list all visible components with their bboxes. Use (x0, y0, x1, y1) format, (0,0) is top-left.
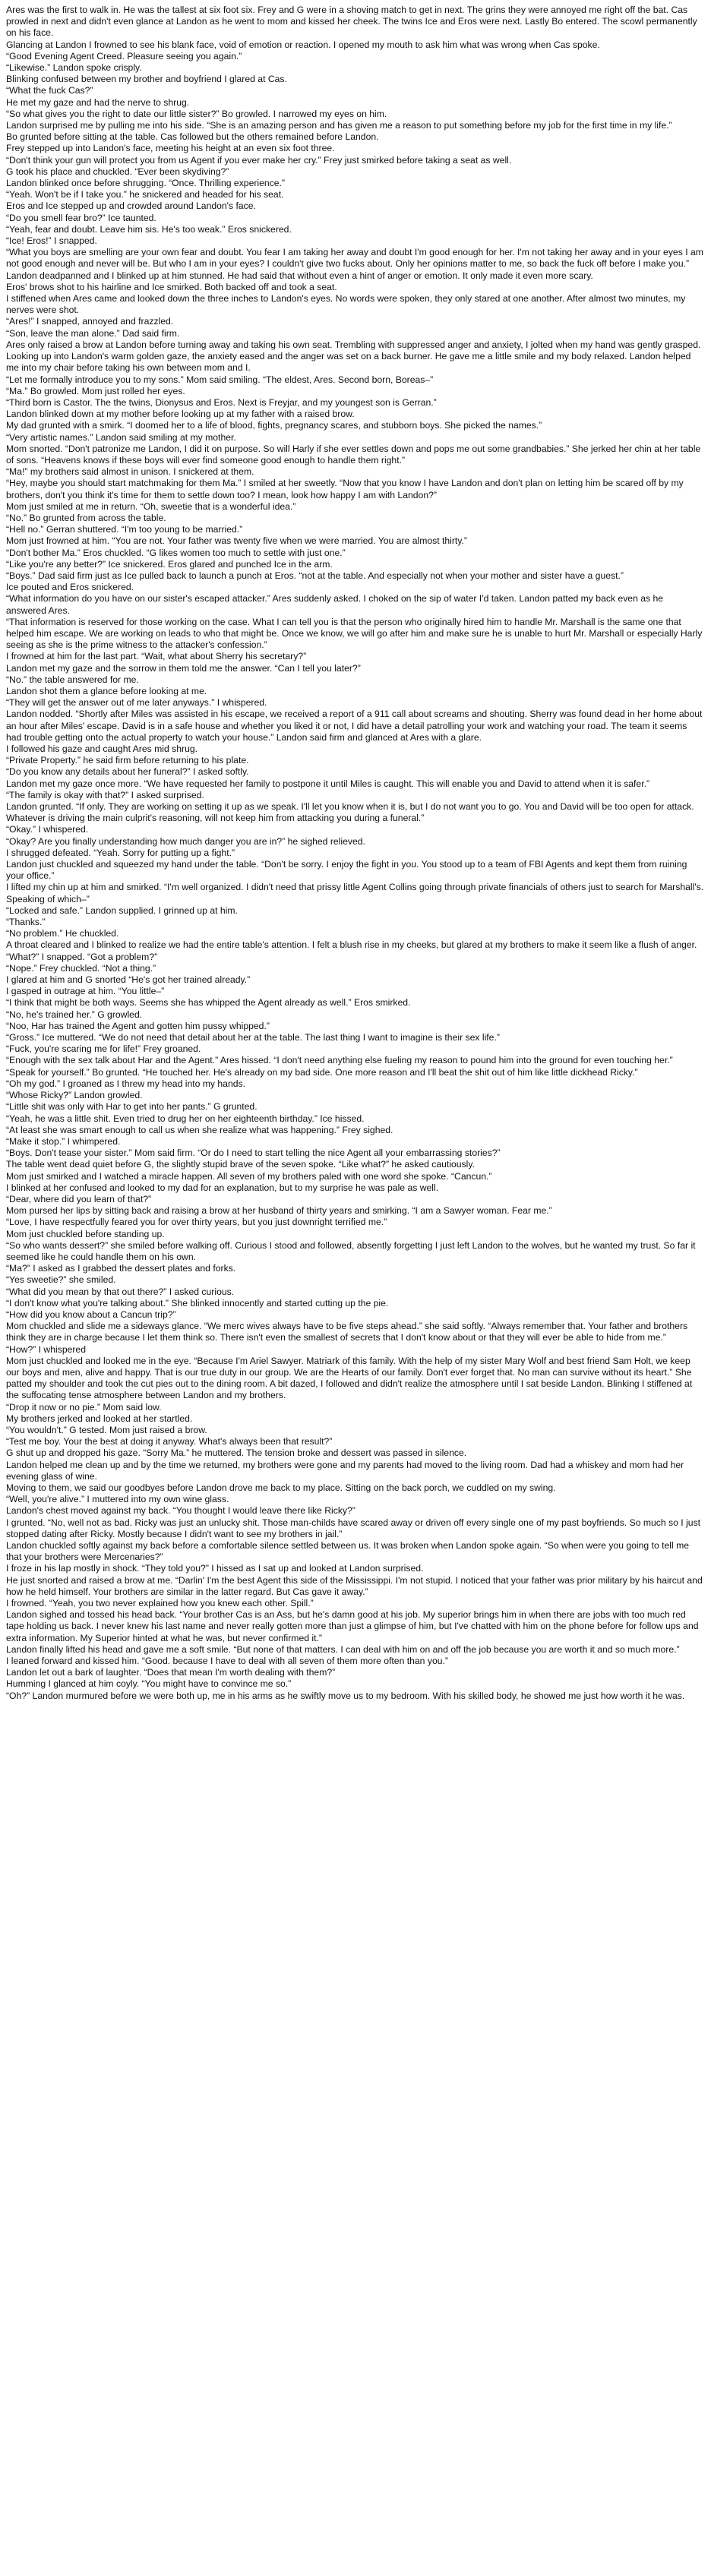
paragraph: He met my gaze and had the nerve to shrug. (6, 96, 190, 108)
paragraph: G shut up and dropped his gaze. “Sorry Ma.” he muttered. The tension broke and dessert was passed in silence. (6, 1447, 467, 1459)
paragraph: Landon helped me clean up and by the time we returned, my brothers were gone and my parents had moved to the living room. Dad had a whiskey and mom had her evening glass of wine. (6, 1459, 684, 1482)
paragraph: The table went dead quiet before G, the slightly stupid brave of the seven spoke. “Like what?” he asked cautiously. (6, 1159, 475, 1170)
paragraph: Landon blinked down at my mother before looking up at my father with a raised brow. (6, 409, 355, 420)
paragraph: “Dear, where did you learn of that?” (6, 1193, 152, 1204)
paragraph: Landon met my gaze and the sorrow in them told me the answer. “Can I tell you later?” (6, 662, 361, 674)
paragraph: “How?” I whispered (6, 1343, 86, 1355)
paragraph: “So what gives you the right to date our little sister?” Bo growled. I narrowed my eyes on him. (6, 108, 387, 119)
paragraph: “Like you're any better?” Ice snickered. Eros glared and punched Ice in the arm. (6, 558, 333, 570)
paragraph: “Okay.” I whispered. (6, 824, 89, 835)
paragraph: “Whose Ricky?” Landon growled. (6, 1090, 143, 1101)
paragraph: I grunted. “No, well not as bad. Ricky was just an unlucky shit. Those man-childs have scared away or driven off every single one of my past boyfriends. So much so I just stopped dating after Ricky. Mostly because I didn't want to see my brothers in jail.” (6, 1517, 701, 1539)
paragraph: “Likewise.” Landon spoke crisply. (6, 62, 142, 74)
paragraph: “Do you smell fear bro?” Ice taunted. (6, 212, 156, 223)
paragraph: “Fuck, you're scaring me for life!” Frey groaned. (6, 1043, 201, 1055)
paragraph: “Third born is Castor. The the twins, Dionysus and Eros. Next is Freyjar, and my youngest son is Gerran.” (6, 396, 437, 408)
paragraph: I gasped in outrage at him. “You little–” (6, 986, 165, 997)
paragraph: Bo grunted before sitting at the table. Cas followed but the others remained before Landon. (6, 131, 379, 143)
paragraph: “Hey, maybe you should start matchmaking for them Ma.” I smiled at her sweetly. “Now that you know I have Landon and don't plan on letting him be scared off by my brothers, don't you think it's time for them to settle down too? I mean, look how happy I am with Landon?” (6, 478, 684, 500)
paragraph: “Yeah, he was a little shit. Even tried to drug her on her eighteenth birthday.” Ice hissed. (6, 1113, 365, 1124)
paragraph: “Ma!” my brothers said almost in unison. I snickered at them. (6, 466, 254, 478)
paragraph: G took his place and chuckled. “Ever been skydiving?” (6, 166, 229, 177)
paragraph: “Boys. Don't tease your sister.” Mom said firm. “Or do I need to start telling the nice Agent all your embarrassing stories?” (6, 1148, 501, 1159)
paragraph: Landon met my gaze once more. “We have requested her family to postpone it until Miles is caught. This will enable you and David to attend when it is safer.” (6, 778, 650, 789)
paragraph: “Ares!” I snapped, annoyed and frazzled. (6, 316, 174, 327)
paragraph: “Hell no.” Gerran shuttered. “I'm too young to be married.” (6, 524, 243, 535)
paragraph: Mom just smiled at me in return. “Oh, sweetie that is a wonderful idea.” (6, 500, 296, 512)
paragraph: “Love, I have respectfully feared you for over thirty years, but you just downright terrified me.” (6, 1217, 387, 1228)
paragraph: “Thanks.” (6, 917, 46, 928)
paragraph: “Oh?” Landon murmured before we were both up, me in his arms as he swiftly move us to my bedroom. With his skilled body, he showed me just how worth it he was. (6, 1690, 685, 1701)
paragraph: “Enough with the sex talk about Har and the Agent.” Ares hissed. “I don't need anything else fueling my reason to pound him into the ground for even touching her.” (6, 1055, 673, 1066)
paragraph: “Speak for yourself.” Bo grunted. “He touched her. He's already on my bad side. One more reason and I'll beat the shit out of him like little dickhead Ricky.” (6, 1066, 638, 1078)
paragraph: Mom snorted. “Don't patronize me Landon, I did it on purpose. So will Harly if she ever settles down and pops me out some grandbabies.” She jerked her chin at her table of sons. “Heavens knows if these boys will ever find someone good enough to handle them right.” (6, 443, 701, 466)
paragraph: Mom just frowned at him. “You are not. Your father was twenty five when we were married. You are almost thirty.” (6, 535, 467, 547)
paragraph: “Son, leave the man alone.” Dad said firm. (6, 327, 180, 339)
paragraph: “Ma?” I asked as I grabbed the dessert plates and forks. (6, 1263, 236, 1274)
paragraph: A throat cleared and I blinked to realize we had the entire table's attention. I felt a blush rise in my cheeks, but glared at my brothers to make it seem like a flush of anger. (6, 939, 697, 951)
paragraph: “Good Evening Agent Creed. Pleasure seeing you again.” (6, 50, 242, 62)
paragraph: I followed his gaze and caught Ares mid shrug. (6, 743, 198, 754)
paragraph: I stiffened when Ares came and looked down the three inches to Landon's eyes. No words were spoken, they only stared at one another. After almost two minutes, my nerves were shot. (6, 293, 686, 316)
paragraph: Moving to them, we said our goodbyes before Landon drove me back to my place. Sitting on the back porch, we cuddled on my swing. (6, 1482, 556, 1493)
paragraph: “Very artistic names.” Landon said smiling at my mother. (6, 431, 236, 443)
paragraph: I shrugged defeated. “Yeah. Sorry for putting up a fight.” (6, 847, 235, 858)
paragraph: “Ma.” Bo growled. Mom just rolled her eyes. (6, 385, 185, 396)
paragraph: Landon just chuckled and squeezed my hand under the table. “Don't be sorry. I enjoy the fight in you. You stood up to a team of FBI Agents and kept them from ruining your office.” (6, 859, 687, 882)
paragraph: I leaned forward and kissed him. “Good. because I have to deal with all seven of them more often than you.” (6, 1656, 448, 1667)
paragraph: “Make it stop.” I whimpered. (6, 1135, 121, 1147)
paragraph: “At least she was smart enough to call us when she realize what was happening.” Frey sighed. (6, 1124, 393, 1135)
paragraph: I froze in his lap mostly in shock. “They told you?” I hissed as I sat up and looked at Landon surprised. (6, 1563, 424, 1574)
paragraph: Mom just chuckled and looked me in the eye. “Because I'm Ariel Sawyer. Matriark of this family. With the help of my sister Mary Wolf and best friend Sam Holt, we keep our boys and men, alive and happy. That is our true duty in our group. We are the Hearts of our family. Don't ever forget that. No man can survive without its heart.” She patted my shoulder and took the cut pies out to the dining room. A bit dazed, I followed and didn't realize the atmosphere until I sat beside Landon. Blinking I stiffened at the suffocating tense atmosphere between Landon and my brothers. (6, 1355, 693, 1401)
paragraph: “No.” Bo grunted from across the table. (6, 512, 166, 523)
paragraph: “The family is okay with that?” I asked surprised. (6, 789, 204, 800)
paragraph: Blinking confused between my brother and boyfriend I glared at Cas. (6, 74, 287, 85)
paragraph: Landon blinked once before shrugging. “Once. Thrilling experience.” (6, 178, 285, 189)
paragraph: “What information do you have on our sister's escaped attacker.” Ares suddenly asked. I choked on the sip of water I'd taken. Landon patted my back even as he answered Ares. (6, 593, 664, 616)
paragraph: “Test me boy. Your the best at doing it anyway. What's always been that result?” (6, 1436, 333, 1447)
paragraph: “How did you know about a Cancun trip?” (6, 1309, 176, 1320)
paragraph: I glared at him and G snorted “He's got her trained already.” (6, 974, 251, 986)
paragraph: “Drop it now or no pie.” Mom said low. (6, 1401, 162, 1413)
paragraph: I lifted my chin up at him and smirked. “I'm well organized. I didn't need that prissy little Agent Collins going through private financials of others just to search for Marshall's. Speaking of which–” (6, 882, 704, 904)
paragraph: “They will get the answer out of me later anyways.” I whispered. (6, 697, 267, 709)
paragraph: “Let me formally introduce you to my sons.” Mom said smiling. “The eldest, Ares. Second born, Boreas–” (6, 374, 434, 385)
paragraph: “Little shit was only with Har to get into her pants.” G grunted. (6, 1101, 258, 1113)
paragraph: Ice pouted and Eros snickered. (6, 582, 134, 593)
paragraph: My brothers jerked and looked at her startled. (6, 1413, 193, 1424)
paragraph: “No.” the table answered for me. (6, 674, 139, 685)
paragraph: “Yes sweetie?” she smiled. (6, 1274, 116, 1286)
paragraph: Humming I glanced at him coyly. “You might have to convince me so.” (6, 1678, 292, 1690)
paragraph: Glancing at Landon I frowned to see his blank face, void of emotion or reaction. I opened my mouth to ask him what was wrong when Cas spoke. (6, 39, 600, 50)
paragraph: Landon's chest moved against my back. “You thought I would leave there like Ricky?” (6, 1505, 356, 1517)
paragraph: Ares only raised a brow at Landon before turning away and taking his own seat. Trembling with suppressed anger and anxiety, I jolted when my hand was gently grasped. Looking up into Landon's warm golden gaze, the anxiety eased and the anger was set on a back burner. He gave me a little smile and my body relaxed. Landon helped me into my chair before taking his own between mom and I. (6, 339, 701, 374)
paragraph: “You wouldn't.” G tested. Mom just raised a brow. (6, 1424, 207, 1435)
paragraph: “No, he's trained her.” G growled. (6, 1009, 143, 1020)
paragraph: “So who wants dessert?” she smiled before walking off. Curious I stood and followed, absently forgetting I just left Landon to the wolves, but he wanted my trust. So far it seemed like he could handle them on his own. (6, 1239, 696, 1262)
paragraph: Landon nodded. “Shortly after Miles was assisted in his escape, we received a report of a 911 call about screams and shouting. Sherry was found dead in her home about an hour after Miles' escape. David is in a safe house and whether you liked it or not, I did have a detail patrolling your work and watching your road. The team it seems had trouble getting onto the actual property to watch your house.” Landon said firm and glanced at Ares with a glare. (6, 709, 703, 743)
paragraph: “Do you know any details about her funeral?” I asked softly. (6, 766, 249, 778)
paragraph: I frowned. “Yeah, you two never explained how you knew each other. Spill.” (6, 1598, 314, 1609)
paragraph: “I don't know what you're talking about.” She blinked innocently and started cutting up the pie. (6, 1297, 389, 1309)
paragraph: “I think that might be both ways. Seems she has whipped the Agent already as well.” Eros smirked. (6, 997, 411, 1009)
paragraph: “What?” I snapped. “Got a problem?” (6, 951, 158, 962)
paragraph: Mom chuckled and slide me a sideways glance. “We merc wives always have to be five steps ahead.” she said softly. “Always remember that. Your father and brothers think they are in charge because I let them think so. There isn't even the smallest of secrets that I don't know about or that they will ever be able to hide from me.” (6, 1321, 688, 1343)
paragraph: Mom just smirked and I watched a miracle happen. All seven of my brothers paled with one word she spoke. “Cancun.” (6, 1170, 492, 1182)
paragraph: “What you boys are smelling are your own fear and doubt. You fear I am taking her away and doubt I'm good enough for her. I'm not taking her away and in your eyes I am not good enough and never will be. But who I am in your eyes? I couldn't give two fucks about. Only her opinions matter to me, so back the fuck off before I make you.” Landon deadpanned and I blinked up at him stunned. He had said that without even a hint of anger or emotion. It only made it even more scary. (6, 247, 703, 281)
paragraph: “What the fuck Cas?” (6, 85, 93, 96)
paragraph: Landon chuckled softly against my back before a comfortable silence settled between us. It was broken when Landon spoke again. “So when were you going to tell me that your brothers were Mercenaries?” (6, 1540, 690, 1563)
paragraph: “Yeah, fear and doubt. Leave him sis. He's too weak.” Eros snickered. (6, 223, 292, 235)
paragraph: Landon finally lifted his head and gave me a soft smile. “But none of that matters. I can deal with him on and off the job because you are worth it and so much more.” (6, 1643, 680, 1655)
paragraph: Mom pursed her lips by sitting back and raising a brow at her husband of thirty years and smirking. “I am a Sawyer woman. Fear me.” (6, 1205, 552, 1217)
paragraph: “Yeah. Won't be if I take you.” he snickered and headed for his seat. (6, 189, 284, 200)
paragraph: “Nope.” Frey chuckled. “Not a thing.” (6, 962, 156, 974)
paragraph: Landon let out a bark of laughter. “Does that mean I'm worth dealing with them?” (6, 1667, 336, 1678)
paragraph: My dad grunted with a smirk. “I doomed her to a life of blood, fights, pregnancy scares, and stubborn boys. She picked the names.” (6, 420, 542, 431)
paragraph: “Well, you're alive.” I muttered into my own wine glass. (6, 1494, 229, 1505)
paragraph: Eros' brows shot to his hairline and Ice smirked. Both backed off and took a seat. (6, 281, 337, 292)
paragraph: I blinked at her confused and looked to my dad for an explanation, but to my surprise he was pale as well. (6, 1182, 439, 1193)
paragraph: Frey stepped up into Landon's face, meeting his height at an even six foot three. (6, 143, 335, 154)
paragraph: Mom just chuckled before standing up. (6, 1228, 165, 1239)
paragraph: Landon shot them a glance before looking at me. (6, 685, 207, 696)
paragraph: I frowned at him for the last part. “Wait, what about Sherry his secretary?” (6, 651, 307, 662)
paragraph: Landon grunted. “If only. They are working on setting it up as we speak. I'll let you know when it is, but I do not want you to go. You and David will be too open for attack. Whatever is driving the main culprit's reasoning, will not keep him from attacking you during a funeral.” (6, 801, 694, 824)
paragraph: “Ice! Eros!” I snapped. (6, 235, 97, 247)
paragraph: “Oh my god.” I groaned as I threw my head into my hands. (6, 1078, 245, 1089)
paragraph: Landon sighed and tossed his head back. “Your brother Cas is an Ass, but he's damn good at his job. My superior brings him in when there are jobs with too much red tape holding us back. I never knew his last name and never really gotten more than just a glimpse of him, but I've chatted with him on the phone before for follow ups and extra information. My Superior hinted at what he was, but never confirmed it.” (6, 1609, 699, 1643)
paragraph: “Okay? Are you finally understanding how much danger you are in?” he sighed relieved. (6, 835, 365, 847)
paragraph: “Don't bother Ma.” Eros chuckled. “G likes women too much to settle with just one.” (6, 547, 346, 558)
paragraph: “Private Property.” he said firm before returning to his plate. (6, 755, 249, 766)
paragraph: Eros and Ice stepped up and crowded around Landon's face. (6, 200, 256, 212)
paragraph: “Gross.” Ice muttered. “We do not need that detail about her at the table. The last thing I want to imagine is their sex life.” (6, 1032, 500, 1043)
paragraph: Ares was the first to walk in. He was the tallest at six foot six. Frey and G were in a shoving match to get in next. The grins they were annoyed me right off the bat. Cas prowled in next and didn't even glance at Landon as he went to mom and kissed her cheek. The twins Ice and Eros were next. Lastly Bo entered. The scowl permanently on his face. (6, 5, 697, 39)
paragraph: “That information is reserved for those working on the case. What I can tell you is that the person who originally hired him to handle Mr. Marshall is the same one that helped him escape. We are working on leads to who that might be. Once we know, we will go after him and make sure he is unable to hurt Mr. Marshall or especially Harly seeing as she is the prime witness to the attacker's confession.” (6, 616, 703, 651)
paragraph: “Don't think your gun will protect you from us Agent if you ever make her cry.” Frey just smirked before taking a seat as well. (6, 154, 512, 166)
paragraph: “Locked and safe.” Landon supplied. I grinned up at him. (6, 904, 238, 916)
paragraph: Landon surprised me by pulling me into his side. “She is an amazing person and has given me a reason to put something before my job for the first time in my life.” (6, 120, 672, 131)
paragraph: “No problem.” He chuckled. (6, 928, 119, 939)
paragraph: “Noo, Har has trained the Agent and gotten him pussy whipped.” (6, 1020, 270, 1031)
paragraph: He just snorted and raised a brow at me. “Darlin' I'm the best Agent this side of the Mississippi. I'm not stupid. I noticed that your father was prior military by his haircut and how he held himself. Your brothers are similar in the latter regard. But Cas gave it away.” (6, 1574, 703, 1597)
paragraph: “What did you mean by that out there?” I asked curious. (6, 1286, 235, 1297)
paragraph: “Boys.” Dad said firm just as Ice pulled back to launch a punch at Eros. “not at the table. And especially not when your mother and sister have a guest.” (6, 570, 624, 581)
